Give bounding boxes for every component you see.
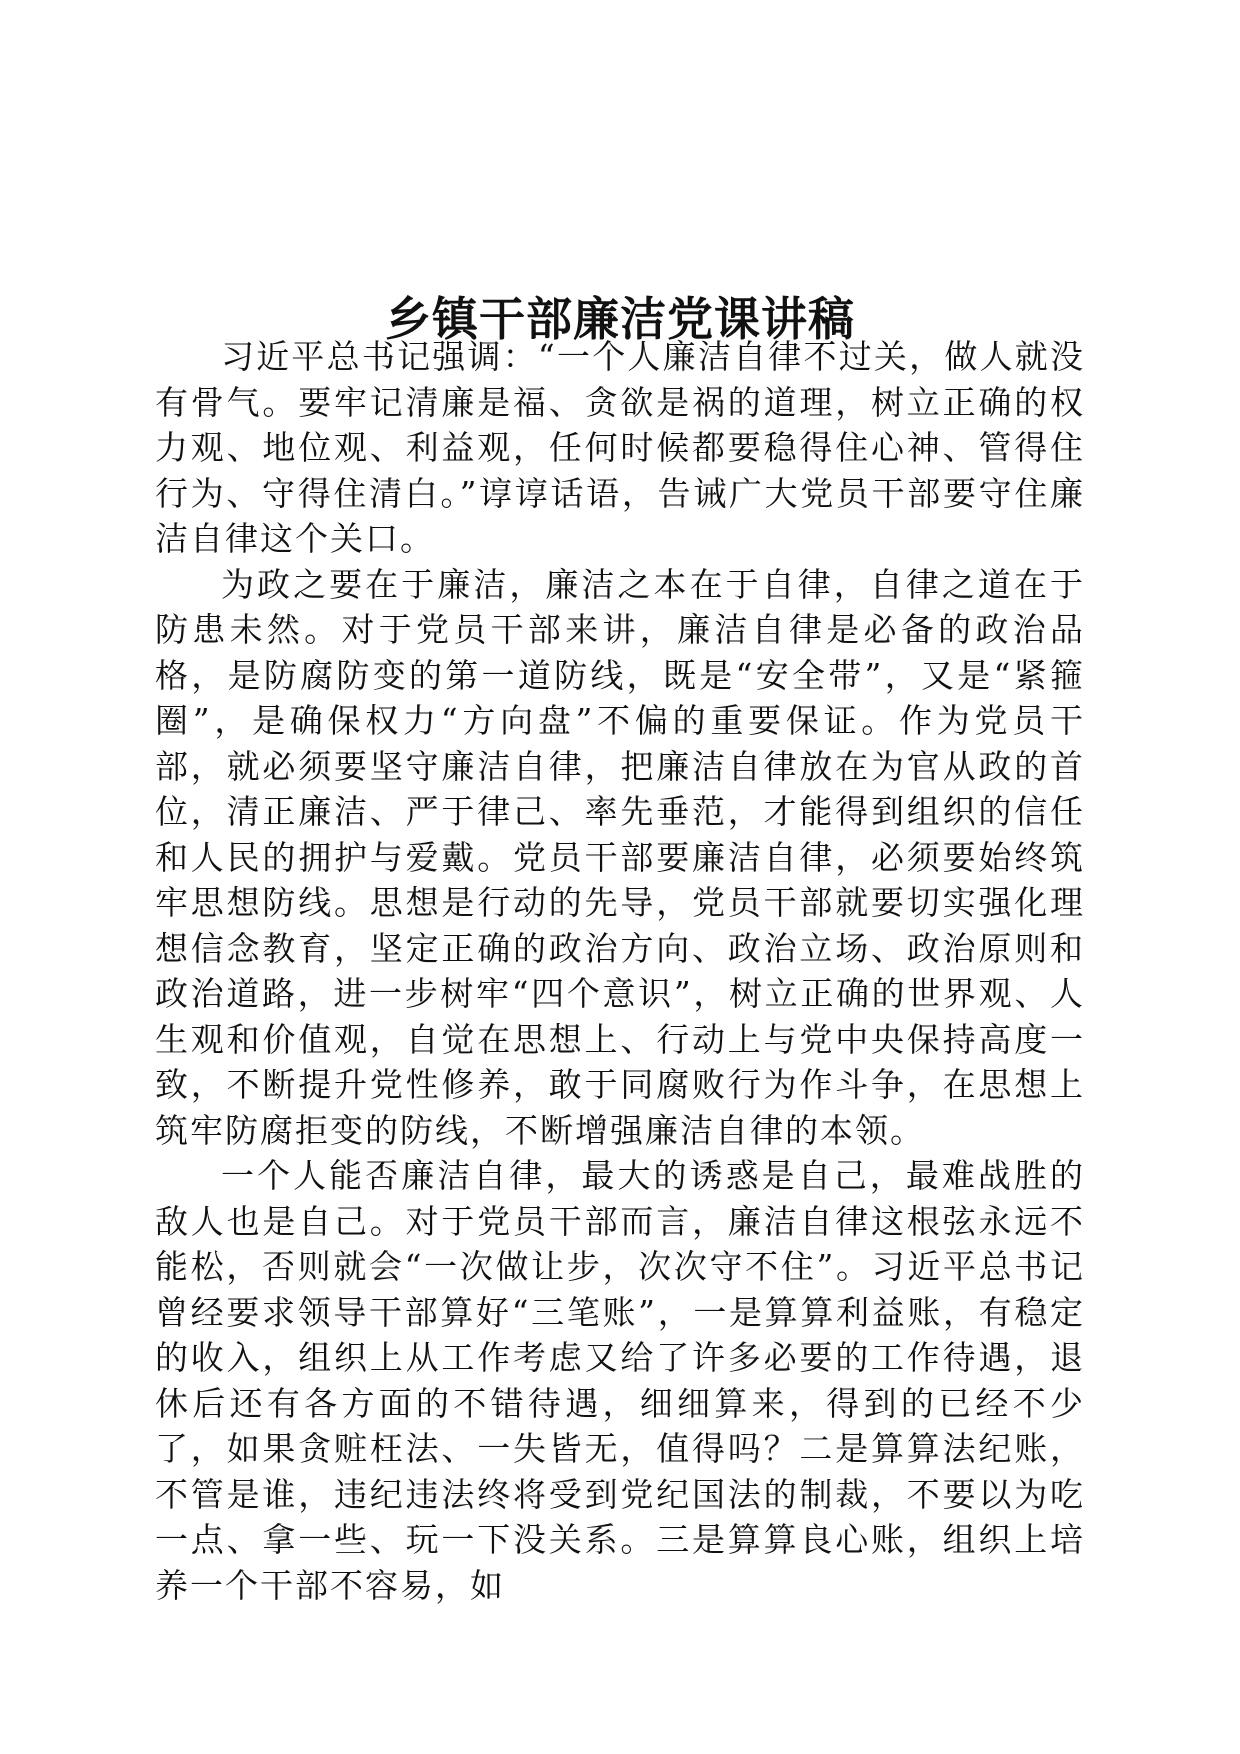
paragraph-1: 习近平总书记强调：“一个人廉洁自律不过关，做人就没有骨气。要牢记清廉是福、贪欲是祸的道理，树立正确的权力观、地位观、利益观，任何时候都要稳得住心神、管得住行为、守得住清白。”谆谆话语，告诫广大党员干部要守住廉洁自律这个关口。 xyxy=(155,337,1085,558)
document-title: 乡镇干部廉洁党课讲稿 xyxy=(385,291,855,346)
paragraph-3: 一个人能否廉洁自律，最大的诱惑是自己，最难战胜的敌人也是自己。对于党员干部而言，廉洁自律这根弦永远不能松，否则就会“一次做让步，次次守不住”。习近平总书记曾经要求领导干部算好“三笔账”，一是算算利益账，有稳定的收入，组织上从工作考虑又给了许多必要的工作待遇，退休后还有各方面的不错待遇，细细算来，得到的已经不少了，如果贪赃枉法、一失皆无，值得吗？二是算算法纪账，不管是谁，违纪违法终将受到党纪国法的制裁，不要以为吃一点、拿一些、玩一下没关系。三是算算良心账，组织上培养一个干部不容易，如 xyxy=(155,1156,1085,1605)
paragraph-2: 为政之要在于廉洁，廉洁之本在于自律，自律之道在于防患未然。对于党员干部来讲，廉洁自律是必备的政治品格，是防腐防变的第一道防线，既是“安全带”，又是“紧箍圈”，是确保权力“方向盘”不偏的重要保证。作为党员干部，就必须要坚守廉洁自律，把廉洁自律放在为官从政的首位，清正廉洁、严于律己、率先垂范，才能得到组织的信任和人民的拥护与爱戴。党员干部要廉洁自律，必须要始终筑牢思想防线。思想是行动的先导，党员干部就要切实强化理想信念教育，坚定正确的政治方向、政治立场、政治原则和政治道路，进一步树牢“四个意识”，树立正确的世界观、人生观和价值观，自觉在思想上、行动上与党中央保持高度一致，不断提升党性修养，敢于同腐败行为作斗争，在思想上筑牢防腐拒变的防线，不断增强廉洁自律的本领。 xyxy=(155,564,1085,1150)
document-body xyxy=(155,334,1085,1608)
